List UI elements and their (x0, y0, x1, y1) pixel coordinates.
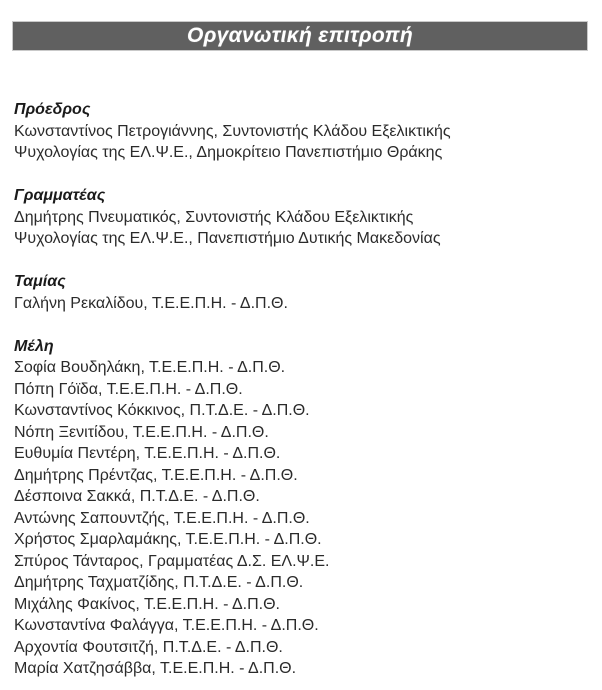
member-line: Μαρία Χατζησάββα, Τ.Ε.Ε.Π.Η. - Δ.Π.Θ. (14, 660, 297, 677)
section-heading: Ταμίας (14, 273, 66, 290)
committee-content (14, 99, 592, 680)
committee-section (14, 271, 592, 314)
member-line: Πόπη Γόϊδα, Τ.Ε.Ε.Π.Η. - Δ.Π.Θ. (14, 380, 243, 398)
member-line: Δημήτρης Πρέντζας, Τ.Ε.Ε.Π.Η. - Δ.Π.Θ. (14, 466, 298, 484)
member-line: Μιχάλης Φακίνος, Τ.Ε.Ε.Π.Η. - Δ.Π.Θ. (14, 595, 280, 613)
member-line: Ψυχολογίας της ΕΛ.Ψ.Ε., Πανεπιστήμιο Δυτικής Μακεδονίας (14, 230, 441, 247)
committee-section (14, 185, 592, 250)
member-line: Αρχοντία Φουτσιτζή, Π.Τ.Δ.Ε. - Δ.Π.Θ. (14, 638, 283, 656)
committee-section (14, 336, 592, 680)
section-heading: Πρόεδρος (14, 101, 91, 118)
page-title-bar (12, 21, 588, 51)
member-line: Αντώνης Σαπουντζής, Τ.Ε.Ε.Π.Η. - Δ.Π.Θ. (14, 509, 310, 527)
page-title: Οργανωτική επιτροπή (187, 24, 413, 47)
section-heading: Μέλη (14, 337, 54, 355)
member-line: Δημήτρης Πνευματικός, Συντονιστής Κλάδου Εξελικτικής (14, 208, 414, 226)
member-line: Σοφία Βουδηλάκη, Τ.Ε.Ε.Π.Η. - Δ.Π.Θ. (14, 359, 286, 376)
member-line: Κωνσταντίνος Κόκκινος, Π.Τ.Δ.Ε. - Δ.Π.Θ. (14, 402, 310, 419)
member-line: Ευθυμία Πεντέρη, Τ.Ε.Ε.Π.Η. - Δ.Π.Θ. (14, 445, 281, 462)
member-line: Δέσποινα Σακκά, Π.Τ.Δ.Ε. - Δ.Π.Θ. (14, 488, 260, 505)
committee-section (14, 99, 592, 164)
member-line: Γαλήνη Ρεκαλίδου, Τ.Ε.Ε.Π.Η. - Δ.Π.Θ. (14, 294, 288, 312)
member-line: Χρήστος Σμαρλαμάκης, Τ.Ε.Ε.Π.Η. - Δ.Π.Θ. (14, 531, 322, 548)
section-heading: Γραμματέας (14, 187, 106, 204)
member-line: Κωνσταντίνα Φαλάγγα, Τ.Ε.Ε.Π.Η. - Δ.Π.Θ. (14, 617, 319, 634)
member-line: Δημήτρης Ταχματζίδης, Π.Τ.Δ.Ε. - Δ.Π.Θ. (14, 574, 304, 591)
member-line: Νόπη Ξενιτίδου, Τ.Ε.Ε.Π.Η. - Δ.Π.Θ. (14, 423, 269, 441)
member-line: Κωνσταντίνος Πετρογιάννης, Συντονιστής Κλάδου Εξελικτικής (14, 122, 451, 140)
member-line: Ψυχολογίας της ΕΛ.Ψ.Ε., Δημοκρίτειο Πανεπιστήμιο Θράκης (14, 144, 443, 161)
member-line: Σπύρος Τάνταρος, Γραμματέας Δ.Σ. ΕΛ.Ψ.Ε. (14, 552, 330, 570)
